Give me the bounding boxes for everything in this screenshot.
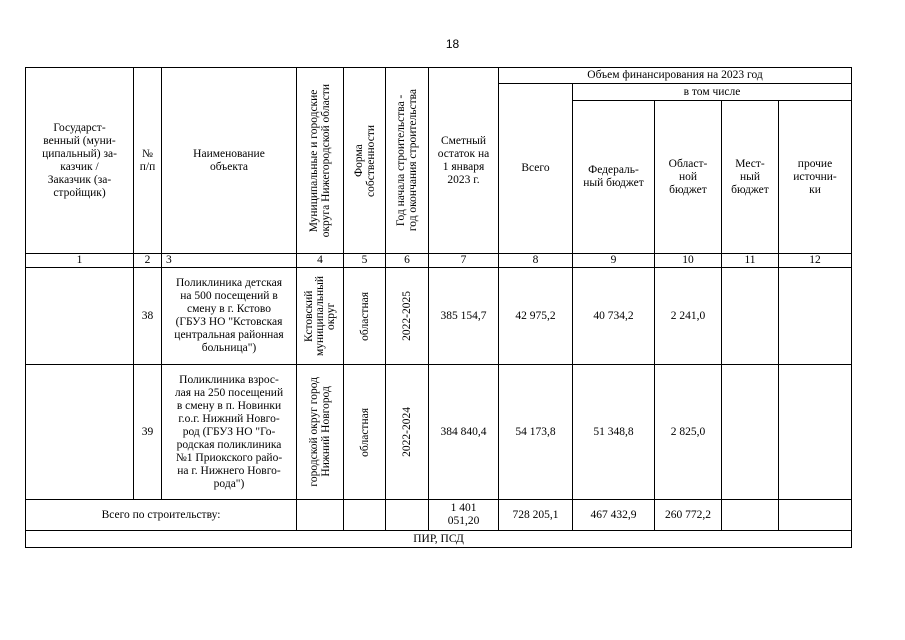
header-local: Мест- ный бюджет xyxy=(722,101,779,254)
row-municipality: городской округ город Нижний Новгород xyxy=(297,365,344,500)
row-other xyxy=(779,365,852,500)
column-number: 11 xyxy=(722,254,779,268)
row-regional: 2 825,0 xyxy=(655,365,722,500)
header-number: № п/п xyxy=(134,68,162,254)
row-total: 54 173,8 xyxy=(499,365,573,500)
header-municipality: Муниципальные и городские округа Нижегородской области xyxy=(297,68,344,254)
header-other: прочие источни- ки xyxy=(779,101,852,254)
row-number: 39 xyxy=(134,365,162,500)
header-customer: Государст- венный (муни- ципальный) за- казчик / Заказчик (за- стройщик) xyxy=(26,68,134,254)
row-years: 2022-2025 xyxy=(386,268,429,365)
column-number: 10 xyxy=(655,254,722,268)
row-ownership: областная xyxy=(344,268,386,365)
totals-label: Всего по строительству: xyxy=(26,500,297,531)
totals-row xyxy=(26,500,852,531)
header-years: Год начала строительства - год окончания строительства xyxy=(386,68,429,254)
column-number: 9 xyxy=(573,254,655,268)
row-federal: 40 734,2 xyxy=(573,268,655,365)
header-ownership: Форма собственности xyxy=(344,68,386,254)
column-numbers-row xyxy=(26,254,852,268)
row-regional: 2 241,0 xyxy=(655,268,722,365)
section-title: ПИР, ПСД xyxy=(26,531,852,548)
totals-empty-cell xyxy=(386,500,429,531)
header-federal: Федераль- ный бюджет xyxy=(573,101,655,254)
row-years: 2022-2024 xyxy=(386,365,429,500)
row-ownership: областная xyxy=(344,365,386,500)
totals-federal: 467 432,9 xyxy=(573,500,655,531)
column-number: 3 xyxy=(162,254,297,268)
table-row xyxy=(26,365,852,500)
row-balance: 385 154,7 xyxy=(429,268,499,365)
row-local xyxy=(722,365,779,500)
totals-local xyxy=(722,500,779,531)
column-number: 12 xyxy=(779,254,852,268)
totals-empty-cell xyxy=(297,500,344,531)
section-row xyxy=(26,531,852,548)
page-number: 18 xyxy=(445,37,460,51)
header-object-name: Наименование объекта xyxy=(162,68,297,254)
column-number: 5 xyxy=(344,254,386,268)
header-funding: Объем финансирования на 2023 год xyxy=(499,68,852,84)
row-customer xyxy=(26,268,134,365)
row-object-name: Поликлиника взрос- лая на 250 посещений в смену в п. Новинки г.о.г. Нижний Новго- род (ГБУЗ НО "Го- родская поликлиника №1 Приокского райо- на г. Нижнего Новго- рода") xyxy=(162,365,297,500)
column-number: 2 xyxy=(134,254,162,268)
column-number: 4 xyxy=(297,254,344,268)
header-including: в том числе xyxy=(573,84,852,101)
row-balance: 384 840,4 xyxy=(429,365,499,500)
column-number: 6 xyxy=(386,254,429,268)
header-balance: Сметный остаток на 1 января 2023 г. xyxy=(429,68,499,254)
totals-other xyxy=(779,500,852,531)
header-total: Всего xyxy=(499,84,573,254)
totals-total: 728 205,1 xyxy=(499,500,573,531)
totals-empty-cell xyxy=(344,500,386,531)
column-number: 8 xyxy=(499,254,573,268)
header-regional: Област- ной бюджет xyxy=(655,101,722,254)
financing-table xyxy=(25,67,852,548)
column-number: 7 xyxy=(429,254,499,268)
row-number: 38 xyxy=(134,268,162,365)
row-customer xyxy=(26,365,134,500)
row-other xyxy=(779,268,852,365)
row-total: 42 975,2 xyxy=(499,268,573,365)
table-row xyxy=(26,268,852,365)
row-object-name: Поликлиника детская на 500 посещений в смену в г. Кстово (ГБУЗ НО "Кстовская центральная районная больница") xyxy=(162,268,297,365)
row-federal: 51 348,8 xyxy=(573,365,655,500)
row-municipality: Кстовский муниципальный округ xyxy=(297,268,344,365)
totals-regional: 260 772,2 xyxy=(655,500,722,531)
totals-balance: 1 401 051,20 xyxy=(429,500,499,531)
row-local xyxy=(722,268,779,365)
column-number: 1 xyxy=(26,254,134,268)
